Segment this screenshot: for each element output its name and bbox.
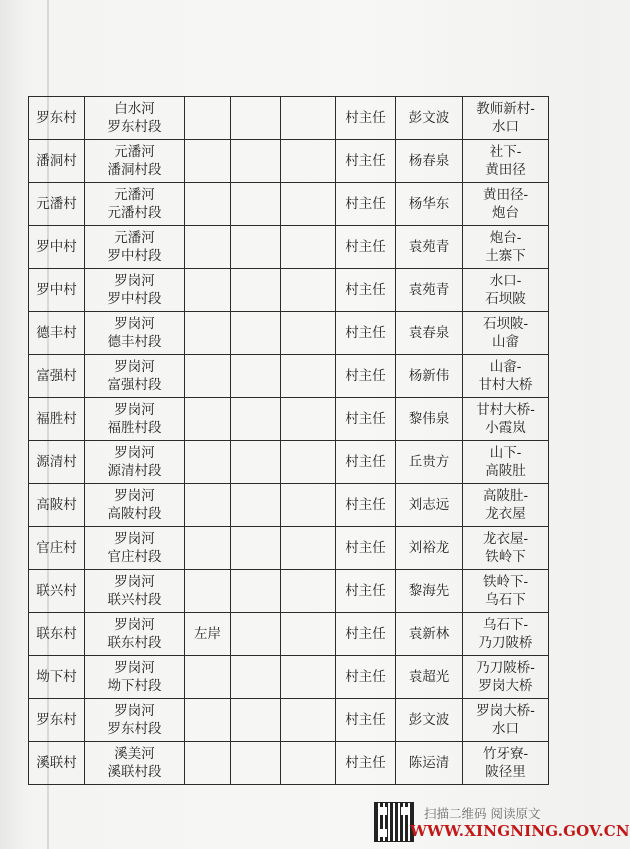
empty-cell [281,441,336,484]
river-name: 白水河 [114,101,155,117]
empty-cell [231,613,281,656]
range-start: 山畲- [489,359,522,375]
empty-cell [231,140,281,183]
river-range-cell [463,742,549,785]
qr-code-icon [374,802,414,842]
chief-name-cell: 丘贵方 [396,441,463,484]
chief-name-cell: 袁超光 [396,656,463,699]
river-name: 罗岗河 [114,316,155,332]
village-cell: 富强村 [29,355,85,398]
river-section-cell [85,699,185,742]
empty-cell [281,484,336,527]
river-section-cell [85,140,185,183]
village-cell: 高陂村 [29,484,85,527]
empty-cell [281,97,336,140]
empty-cell [281,656,336,699]
range-end: 陂径里 [485,764,526,780]
river-section-name: 罗东村段 [107,119,162,135]
range-start: 高陂肚- [482,488,529,504]
river-range-cell [463,226,549,269]
position-cell: 村主任 [336,441,396,484]
bank-cell: 左岸 [185,613,231,656]
river-section-name: 源清村段 [107,463,162,479]
range-end: 小霞岚 [485,420,526,436]
range-start: 乃刀陂桥- [476,660,535,676]
empty-cell [231,355,281,398]
river-range-cell [463,398,549,441]
range-start: 山下- [489,445,522,461]
table-row [29,398,549,441]
position-cell: 村主任 [336,398,396,441]
river-section-name: 罗东村段 [107,721,162,737]
river-section-name: 溪联村段 [107,764,162,780]
position-cell: 村主任 [336,312,396,355]
range-end: 水口 [492,721,519,737]
chief-name-cell: 刘裕龙 [396,527,463,570]
range-start: 教师新村- [476,101,535,117]
village-cell: 联兴村 [29,570,85,613]
range-end: 铁岭下 [485,549,526,565]
village-cell: 潘洞村 [29,140,85,183]
watermark-caption: 扫描二维码 阅读原文 [424,806,541,821]
range-end: 高陂肚 [485,463,526,479]
range-start: 竹牙寮- [482,746,529,762]
empty-cell [231,484,281,527]
bank-cell [185,441,231,484]
range-start: 罗岗大桥- [476,703,535,719]
position-cell: 村主任 [336,97,396,140]
river-section-cell [85,656,185,699]
chief-name-cell: 黎伟泉 [396,398,463,441]
bank-cell [185,699,231,742]
river-name: 元潘河 [114,230,155,246]
empty-cell [281,226,336,269]
position-cell: 村主任 [336,613,396,656]
river-section-name: 潘洞村段 [107,162,162,178]
empty-cell [231,269,281,312]
chief-name-cell: 袁春泉 [396,312,463,355]
village-cell: 罗东村 [29,699,85,742]
bank-cell [185,269,231,312]
village-cell: 元潘村 [29,183,85,226]
river-name: 罗岗河 [114,660,155,676]
bank-cell [185,656,231,699]
position-cell: 村主任 [336,570,396,613]
range-end: 石坝陂 [485,291,526,307]
empty-cell [231,570,281,613]
river-range-cell [463,613,549,656]
position-cell: 村主任 [336,699,396,742]
table-row [29,441,549,484]
empty-cell [231,656,281,699]
river-section-name: 联东村段 [107,635,162,651]
river-section-cell [85,613,185,656]
river-section-cell [85,484,185,527]
chief-name-cell: 彭文波 [396,97,463,140]
table-body [29,97,549,785]
bank-cell [185,742,231,785]
empty-cell [231,312,281,355]
village-cell: 罗中村 [29,226,85,269]
river-name: 罗岗河 [114,445,155,461]
bank-cell [185,97,231,140]
river-section-cell [85,441,185,484]
range-end: 龙衣屋 [485,506,526,522]
bank-cell [185,527,231,570]
range-end: 甘村大桥 [478,377,533,393]
empty-cell [281,312,336,355]
river-range-cell [463,527,549,570]
chief-name-cell: 黎海先 [396,570,463,613]
river-name: 罗岗河 [114,402,155,418]
river-section-cell [85,355,185,398]
position-cell: 村主任 [336,355,396,398]
empty-cell [281,570,336,613]
river-range-cell [463,441,549,484]
range-start: 龙衣屋- [482,531,529,547]
river-section-name: 联兴村段 [107,592,162,608]
table-row [29,699,549,742]
chief-name-cell: 袁苑青 [396,269,463,312]
chief-name-cell: 袁新林 [396,613,463,656]
village-cell: 罗中村 [29,269,85,312]
village-cell: 德丰村 [29,312,85,355]
position-cell: 村主任 [336,484,396,527]
river-section-name: 罗中村段 [107,291,162,307]
river-section-name: 罗中村段 [107,248,162,264]
river-section-name: 德丰村段 [107,334,162,350]
table-row [29,742,549,785]
range-end: 罗岗大桥 [478,678,533,694]
chief-name-cell: 袁苑青 [396,226,463,269]
table-row [29,226,549,269]
village-cell: 罗东村 [29,97,85,140]
position-cell: 村主任 [336,656,396,699]
river-section-name: 官庄村段 [107,549,162,565]
river-name: 罗岗河 [114,574,155,590]
empty-cell [281,699,336,742]
table-row [29,312,549,355]
empty-cell [281,355,336,398]
range-start: 社下- [489,144,522,160]
chief-name-cell: 彭文波 [396,699,463,742]
range-end: 黄田径 [485,162,526,178]
table-row [29,183,549,226]
position-cell: 村主任 [336,140,396,183]
empty-cell [281,140,336,183]
river-section-name: 富强村段 [107,377,162,393]
chief-name-cell: 杨华东 [396,183,463,226]
village-cell: 溪联村 [29,742,85,785]
river-name: 元潘河 [114,144,155,160]
range-start: 水口- [489,273,522,289]
bank-cell [185,140,231,183]
river-chief-table [28,96,549,785]
river-name: 罗岗河 [114,703,155,719]
village-cell: 坳下村 [29,656,85,699]
river-section-cell [85,97,185,140]
river-name: 罗岗河 [114,359,155,375]
bank-cell [185,355,231,398]
village-cell: 官庄村 [29,527,85,570]
range-end: 乌石下 [485,592,526,608]
range-end: 山畲 [492,334,519,350]
river-range-cell [463,570,549,613]
table-row [29,570,549,613]
position-cell: 村主任 [336,226,396,269]
river-range-cell [463,355,549,398]
range-end: 水口 [492,119,519,135]
river-name: 罗岗河 [114,273,155,289]
range-start: 石坝陂- [482,316,529,332]
table-row [29,484,549,527]
empty-cell [231,398,281,441]
river-range-cell [463,140,549,183]
bank-cell [185,226,231,269]
village-cell: 福胜村 [29,398,85,441]
river-section-cell [85,183,185,226]
table-row [29,527,549,570]
river-range-cell [463,699,549,742]
river-section-cell [85,269,185,312]
table-row [29,269,549,312]
river-name: 溪美河 [114,746,155,762]
empty-cell [231,97,281,140]
bank-cell [185,570,231,613]
site-watermark [374,800,630,849]
river-name: 罗岗河 [114,488,155,504]
river-section-cell [85,570,185,613]
river-range-cell [463,484,549,527]
empty-cell [281,742,336,785]
range-start: 铁岭下- [482,574,529,590]
river-section-cell [85,398,185,441]
river-name: 元潘河 [114,187,155,203]
river-range-cell [463,269,549,312]
river-section-name: 坳下村段 [107,678,162,694]
river-name: 罗岗河 [114,531,155,547]
bank-cell [185,398,231,441]
table-row [29,613,549,656]
bank-cell [185,312,231,355]
empty-cell [231,699,281,742]
range-start: 炮台- [489,230,522,246]
range-start: 乌石下- [482,617,529,633]
river-name: 罗岗河 [114,617,155,633]
range-end: 乃刀陂桥 [478,635,533,651]
river-range-cell [463,97,549,140]
river-range-cell [463,656,549,699]
empty-cell [281,183,336,226]
table-row [29,97,549,140]
chief-name-cell: 杨新伟 [396,355,463,398]
bank-cell [185,183,231,226]
chief-name-cell: 刘志远 [396,484,463,527]
range-start: 黄田径- [482,187,529,203]
range-start: 甘村大桥- [476,402,535,418]
range-end: 土寨下 [485,248,526,264]
empty-cell [231,441,281,484]
position-cell: 村主任 [336,269,396,312]
river-section-name: 元潘村段 [107,205,162,221]
river-section-name: 高陂村段 [107,506,162,522]
river-range-cell [463,312,549,355]
bank-cell [185,484,231,527]
empty-cell [281,527,336,570]
river-section-name: 福胜村段 [107,420,162,436]
range-end: 炮台 [492,205,519,221]
village-cell: 联东村 [29,613,85,656]
empty-cell [231,183,281,226]
chief-name-cell: 陈运清 [396,742,463,785]
empty-cell [281,613,336,656]
village-cell: 源清村 [29,441,85,484]
river-section-cell [85,226,185,269]
table-row [29,355,549,398]
position-cell: 村主任 [336,527,396,570]
river-range-cell [463,183,549,226]
empty-cell [231,226,281,269]
empty-cell [281,269,336,312]
watermark-url: WWW.XINGNING.GOV.CN [410,822,630,840]
empty-cell [281,398,336,441]
empty-cell [231,527,281,570]
river-section-cell [85,742,185,785]
river-section-cell [85,312,185,355]
chief-name-cell: 杨春泉 [396,140,463,183]
table-row [29,140,549,183]
empty-cell [231,742,281,785]
position-cell: 村主任 [336,183,396,226]
river-section-cell [85,527,185,570]
position-cell: 村主任 [336,742,396,785]
table-row [29,656,549,699]
